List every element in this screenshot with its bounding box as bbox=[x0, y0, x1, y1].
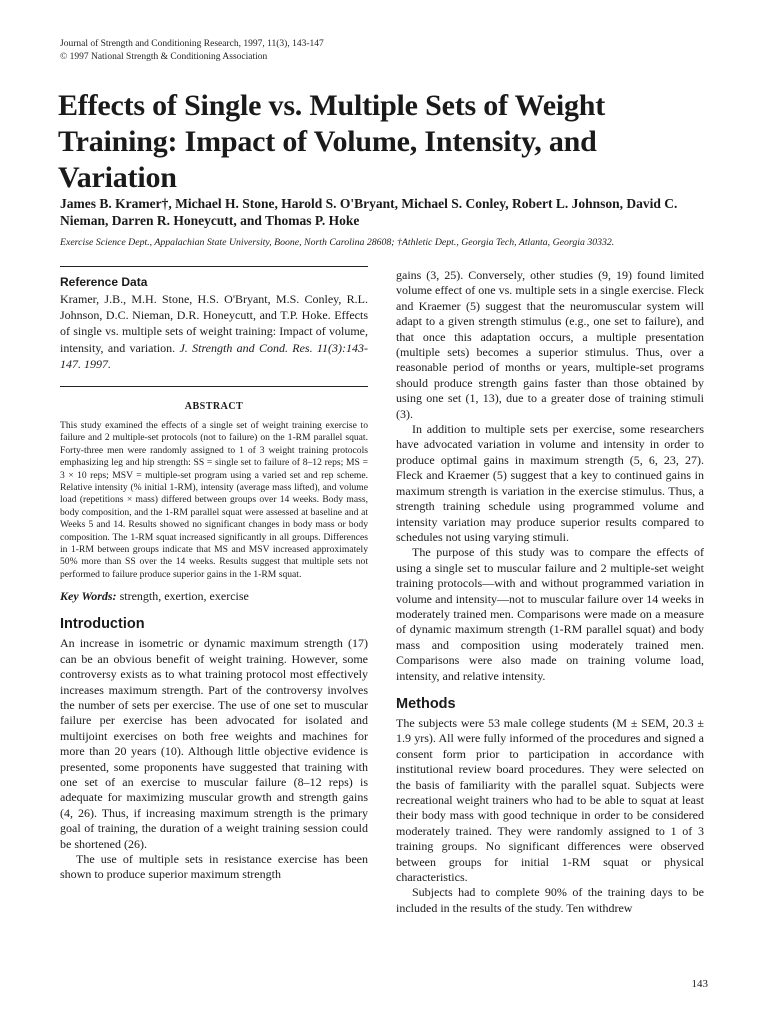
journal-header bbox=[60, 38, 324, 64]
reference-divider bbox=[60, 386, 368, 387]
right-column bbox=[396, 268, 704, 916]
left-column bbox=[60, 266, 368, 883]
author-affiliation: Exercise Science Dept., Appalachian State University, Boone, North Carolina 28608; †Athletic Dept., Georgia Tech, Atlanta, Georgia 30332. bbox=[60, 237, 615, 248]
reference-data-box bbox=[60, 266, 368, 387]
abstract-text: This study examined the effects of a single set of weight training exercise to failure and 2 multiple-set protocols (not to failure) on the 1-RM parallel squat. Forty-three men were randomly assigned to 1 of 3 weight training protocols emphasizing leg and hip strength: SS = single set to failure of 8–12 reps; MS = 3 × 10 reps; MSV = multiple-set program using a varied set and rep scheme. Relative intensity (% initial 1-RM), intensity (average mass lifted), and volume load (repetitions × mass) differed between groups over 14 weeks. Body mass, body composition, and the 1-RM parallel squat were assessed at baseline and at Weeks 5 and 14. Results showed no significant changes in body mass or body composition. The 1-RM squat increased significantly in all groups. Differences in 1-RM between groups indicate that MS and MSV increased approximately 50% more than SS over the 14 weeks. Results suggest that multiple sets not performed to failure produce superior gains in the 1-RM squat. bbox=[60, 420, 368, 580]
keywords-text: strength, exertion, exercise bbox=[119, 589, 249, 604]
methods-paragraph-2: Subjects had to complete 90% of the training days to be included in the results of the study. Ten withdrew bbox=[396, 885, 704, 915]
abstract-heading: ABSTRACT bbox=[184, 401, 244, 413]
journal-copyright: © 1997 National Strength & Conditioning Association bbox=[60, 52, 268, 62]
introduction-paragraph-1: An increase in isometric or dynamic maximum strength (17) can be an obvious benefit of weight training. However, some controversy exists as to what training protocol most effectively increases maximum strength. Part of the controversy involves the number of sets per exercise. The use of one set to muscular failure per exercise has been advocated for isolated and multijoint exercises on both free weights and machines for more than 20 years (10). Although little objective evidence is presented, some proponents have suggested that training with one set of an exercise to muscular failure (8–12 reps) is adequate for maximizing muscular growth and strength gains (4, 26). Thus, if increasing maximum strength is the primary goal of training, the duration of a weight training session could be shortened (26). bbox=[60, 636, 368, 851]
journal-citation: Journal of Strength and Conditioning Research, 1997, 11(3), 143-147 bbox=[60, 39, 324, 49]
introduction-paragraph-2: The use of multiple sets in resistance exercise has been shown to produce superior maximum strength bbox=[60, 851, 368, 882]
introduction-heading: Introduction bbox=[60, 616, 145, 633]
reference-text bbox=[60, 291, 368, 372]
introduction-paragraph-4: In addition to multiple sets per exercise, some researchers have advocated variation in volume and intensity in order to produce optimal gains in maximum strength (5, 6, 23, 27). Fleck and Kraemer (5) suggest that a key to continued gains in maximum strength is variation in the exercise stimulus. Thus, a strength training schedule using programmed volume and intensity variation may produce superior results compared to schedules not using varying stimuli. bbox=[396, 422, 704, 544]
reference-body: Kramer, J.B., M.H. Stone, H.S. O'Bryant, M.S. Conley, R.L. Johnson, D.C. Nieman, D.R. Honeycutt, and T.P. Hoke. Effects of single vs. multiple sets of weight training: Impact of volume, intensity, and variation. bbox=[60, 292, 368, 355]
reference-heading: Reference Data bbox=[60, 275, 148, 289]
introduction-paragraph-3: gains (3, 25). Conversely, other studies (9, 19) found limited volume effect of one vs. multiple sets in a single exercise. Fleck and Kraemer (5) suggest that the neuromuscular system will adapt to a given strength stimulus (e.g., one set to failure), and that once this adaptation occurs, a multiple presentation (multiple sets) becomes a superior stimulus. Thus, over a reasonable period of months or years, multiple-set programs should produce strength gains faster than those obtained by using one set (1, 13), due to a greater dose of training stimuli (3). bbox=[396, 268, 704, 421]
page-number: 143 bbox=[691, 978, 708, 990]
keywords-line bbox=[60, 589, 368, 604]
introduction-paragraph-5: The purpose of this study was to compare the effects of using a single set to muscular failure and 2 multiple-set weight training protocols—with and without programmed variation in volume and intensity—not to muscular failure over 14 weeks in moderately trained men. Comparisons were made on a measure of dynamic maximum strength (1-RM parallel squat) and body mass and composition using moderately trained men. Comparisons were also made on training volume load, intensity, and relative intensity. bbox=[396, 545, 704, 683]
reference-citation: J. Strength and Cond. Res. 11(3):143-147. 1997. bbox=[60, 340, 368, 371]
author-list: James B. Kramer†, Michael H. Stone, Harold S. O'Bryant, Michael S. Conley, Robert L. Johnson, David C. Nieman, Darren R. Honeycutt, and Thomas P. Hoke bbox=[60, 196, 678, 228]
methods-heading: Methods bbox=[396, 695, 456, 712]
article-title: Effects of Single vs. Multiple Sets of Weight Training: Impact of Volume, Intensity, and Variation bbox=[58, 89, 606, 194]
methods-paragraph-1: The subjects were 53 male college students (M ± SEM, 20.3 ± 1.9 yrs). All were fully informed of the procedures and signed a consent form prior to participation in accordance with institutional review board procedures. They were selected on the basis of familiarity with the parallel squat. Subjects were recreational weight trainers who had to be able to squat at least their body mass with good technique in order to be considered moderately trained. They were randomly assigned to 1 of 3 training groups. No significant differences were observed between groups for initial 1-RM squat or physical characteristics. bbox=[396, 715, 704, 885]
keywords-label: Key Words: bbox=[60, 589, 117, 604]
